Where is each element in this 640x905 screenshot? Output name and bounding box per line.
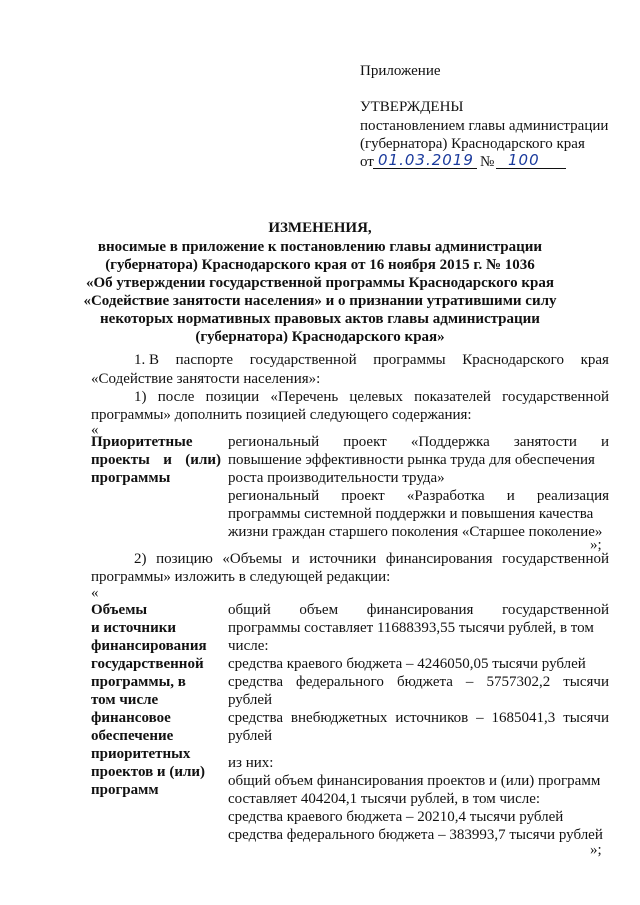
table2-right-line-11: общий объем финансирования проектов и (или) программ (228, 773, 601, 789)
title-line-3: «Об утверждении государственной программы Краснодарского края (86, 275, 554, 291)
table2-left-line-4: государственной (91, 656, 204, 672)
table2-right-line-1: общий объем финансирования государственной (228, 602, 609, 618)
table2-left-line-7: финансовое (91, 710, 171, 726)
from-label: от (360, 154, 374, 170)
title-line-1: вносимые в приложение к постановлению главы администрации (97, 239, 543, 255)
table1-right-line-4: региональный проект «Разработка и реализация (228, 488, 609, 504)
table1-left-line-3: программы (91, 470, 171, 486)
approval-line-1: постановлением главы администрации (360, 118, 609, 134)
paragraph-3-line-2: программы» изложить в следующей редакции: (91, 569, 391, 585)
open-quote-2: « (91, 585, 99, 601)
table1-right-line-2: повышение эффективности рынка труда для обеспечения (228, 452, 595, 468)
table2-right-line-14: средства федерального бюджета – 383993,7 тысячи рублей (228, 827, 603, 843)
table1-left-line-1: Приоритетные (91, 434, 193, 450)
table2-right-line-7: средства внебюджетных источников – 1685041,3 тысячи (228, 710, 609, 726)
title-line-6: (губернатора) Краснодарского края» (195, 329, 445, 345)
title-line-2: (губернатора) Краснодарского края от 16 ноября 2015 г. № 1036 (105, 257, 535, 273)
appendix-label: Приложение (360, 63, 441, 79)
table2-right-line-5: средства федерального бюджета – 5757302,2 тысячи (228, 674, 609, 690)
table1-right-line-1: региональный проект «Поддержка занятости и (228, 434, 609, 450)
table1-right-line-5: программы системной поддержки и повышения качества (228, 506, 594, 522)
table2-left-line-9: приоритетных (91, 746, 191, 762)
approval-line-2: (губернатора) Краснодарского края (360, 136, 585, 152)
open-quote-1: « (91, 422, 99, 438)
table2-right-line-8: рублей (228, 728, 273, 744)
handwritten-date: 01.03.2019 (378, 151, 474, 169)
table2-right-line-10: из них: (228, 755, 274, 771)
paragraph-3-line-1: 2) позицию «Объемы и источники финансирования государственной (134, 551, 609, 567)
table2-left-line-1: Объемы (91, 602, 148, 618)
table2-right-line-2: программы составляет 11688393,55 тысячи рублей, в том (228, 620, 594, 636)
table2-left-line-3: финансирования (91, 638, 207, 654)
table2-left-line-6: том числе (91, 692, 159, 708)
table2-left-line-11: программ (91, 782, 159, 798)
table2-right-line-6: рублей (228, 692, 273, 708)
table2-left-line-5: программы, в (91, 674, 186, 690)
table2-left-line-8: обеспечение (91, 728, 174, 744)
document-title: ИЗМЕНЕНИЯ, (268, 220, 372, 236)
table1-left-line-2: проекты и (или) (91, 452, 221, 468)
number-label: № (480, 154, 495, 170)
paragraph-1-line-2: «Содействие занятости населения»: (91, 371, 321, 387)
approved-label: УТВЕРЖДЕНЫ (360, 99, 464, 115)
handwritten-number: 100 (508, 151, 540, 169)
table2-right-line-4: средства краевого бюджета – 4246050,05 тысячи рублей (228, 656, 586, 672)
table2-right-line-13: средства краевого бюджета – 20210,4 тысячи рублей (228, 809, 564, 825)
title-line-4: «Содействие занятости населения» и о признании утратившими силу (83, 293, 557, 309)
paragraph-2-line-1: 1) после позиции «Перечень целевых показателей государственной (134, 389, 609, 405)
close-quote-1: »; (590, 537, 602, 553)
table2-left-line-2: и источники (91, 620, 177, 636)
title-line-5: некоторых нормативных правовых актов главы администрации (100, 311, 540, 327)
table1-right-line-6: жизни граждан старшего поколения «Старшее поколение» (228, 524, 603, 540)
close-quote-2: »; (590, 842, 602, 858)
table2-left-line-10: проектов и (или) (91, 764, 206, 780)
paragraph-1-line-1: 1. В паспорте государственной программы Краснодарского края (134, 352, 609, 368)
table1-right-line-3: роста производительности труда» (228, 470, 445, 486)
table2-right-line-3: числе: (228, 638, 269, 654)
paragraph-2-line-2: программы» дополнить позицией следующего содержания: (91, 407, 472, 423)
table2-right-line-12: составляет 404204,1 тысячи рублей, в том числе: (228, 791, 541, 807)
